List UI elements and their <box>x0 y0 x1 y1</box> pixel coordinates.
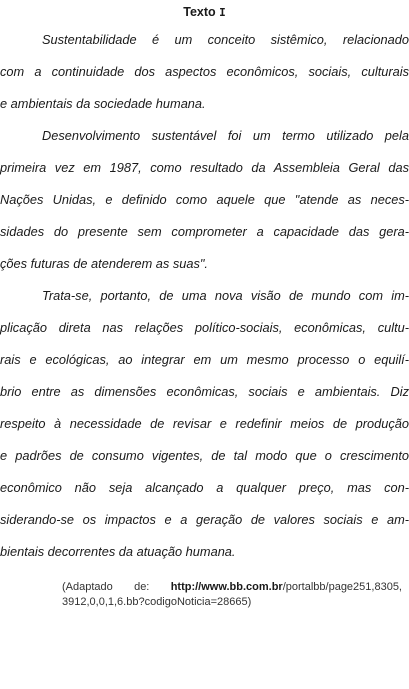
paragraph-3-line-1: Trata-se, portanto, de uma nova visão de mundo com im- <box>42 288 409 303</box>
paragraph-3-line-9: bientais decorrentes da atuação humana. <box>0 544 236 559</box>
paragraph-1-line-2: com a continuidade dos aspectos econômicos, sociais, culturais <box>0 64 409 79</box>
paragraph-3-line-3: rais e ecológicas, ao integrar em um mesmo processo o equilí- <box>0 352 409 367</box>
paragraph-1-line-3: e ambientais da sociedade humana. <box>0 96 206 111</box>
paragraph-2-line-2: primeira vez em 1987, como resultado da Assembleia Geral das <box>0 160 409 175</box>
text-title <box>0 4 409 21</box>
paragraph-2-line-1: Desenvolvimento sustentável foi um termo utilizado pela <box>42 128 409 143</box>
source-line-2: 3912,0,0,1,6.bb?codigoNoticia=28665) <box>62 596 252 608</box>
source-prefix: (Adaptado de: <box>62 581 171 593</box>
text-title-numeral: I <box>219 6 226 19</box>
source-url-host: http://www.bb.com.br <box>170 581 283 593</box>
paragraph-1-line-1: Sustentabilidade é um conceito sistêmico, relacionado <box>42 32 409 47</box>
paragraph-3-line-8: siderando-se os impactos e a geração de valores sociais e am- <box>0 512 409 527</box>
source-citation <box>62 580 402 610</box>
text-title-label: Texto <box>183 5 216 19</box>
paragraph-2-line-5: ções futuras de atenderem as suas". <box>0 256 208 271</box>
paragraph-3-line-4: brio entre as dimensões econômicas, sociais e ambientais. Diz <box>0 384 409 399</box>
source-line-1 <box>62 580 402 595</box>
paragraph-3-line-5: respeito à necessidade de revisar e redefinir meios de produção <box>0 416 409 431</box>
paragraph-3-line-7: econômico não seja alcançado a qualquer preço, mas con- <box>0 480 409 495</box>
paragraph-2-line-3: Nações Unidas, e definido como aquele que "atende as neces- <box>0 192 409 207</box>
source-url-path: /portalbb/page251,8305, <box>282 581 402 593</box>
paragraph-3-line-2: plicação direta nas relações político-sociais, econômicas, cultu- <box>0 320 409 335</box>
paragraph-2-line-4: sidades do presente sem comprometer a capacidade das gera- <box>0 224 409 239</box>
paragraph-3-line-6: e padrões de consumo vigentes, de tal modo que o crescimento <box>0 448 409 463</box>
